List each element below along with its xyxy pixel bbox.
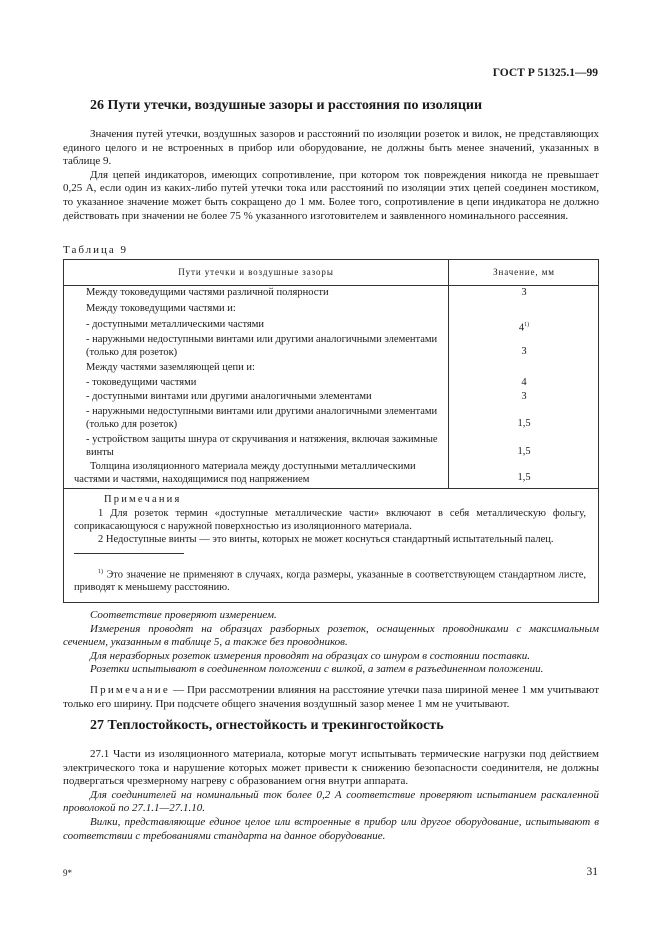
column-header-value: Значение, мм: [493, 267, 555, 277]
verification-line: Соответствие проверяют измерением.: [90, 609, 277, 621]
value-text: 4: [518, 322, 525, 334]
verification-block: [63, 609, 599, 677]
table-row-value: 1,5: [517, 418, 531, 429]
section-27-title: 27 Теплостойкость, огнестойкость и трекингостойкость: [90, 718, 444, 733]
paragraph: Для соединителей на номинальный ток более 0,2 А соответствие проверяют испытанием раскаленной проволокой по 27.1.1—27.1.10.: [63, 788, 599, 815]
table-row-value: 1,5: [517, 472, 531, 483]
footnote-text: Это значение не применяют в случаях, когда размеры, указанные в соответствующем стандартном листе, приводят к меньшему расстоянию.: [74, 569, 587, 594]
footnote-mark: 1): [98, 569, 103, 575]
table-row-label: Между частями заземляющей цепи и:: [86, 362, 255, 373]
remark-label: Примечание: [90, 684, 170, 696]
footnote: [74, 566, 586, 595]
section-27-body: [63, 748, 599, 843]
verification-line: Измерения проводят на образцах разборных розеток, оснащенных проводниками с максимальным сечением, указанным в таблице 5, а также без проводников.: [63, 622, 599, 649]
table-row-label: Толщина изоляционного материала между доступными металлическими частями и частями, находящимися под напряжением: [74, 461, 416, 485]
table-row-label: Между токоведущими частями и:: [86, 303, 236, 314]
sheet-mark: 9*: [63, 868, 72, 878]
table-row-label: - доступными винтами или другими аналогичными элементами: [86, 391, 372, 402]
notes-divider: [64, 488, 598, 489]
table-row-value: 4: [521, 377, 527, 388]
note-1: 1 Для розеток термин «доступные металлические части» включают в себя металлическую фольгу, соприкасающуюся с наружной поверхностью из изоляционного материала.: [74, 508, 586, 532]
table-header: [64, 260, 598, 286]
table-row-label: - токоведущими частями: [86, 377, 197, 388]
section-26-body: [63, 128, 599, 223]
remark-block: [63, 684, 599, 711]
table-row-label: - доступными металлическими частями: [86, 319, 265, 330]
paragraph: Вилки, представляющие единое целое или встроенные в прибор или другое оборудование, испытывают в соответствии с требованиями стандарта на данное оборудование.: [63, 815, 599, 842]
table-row-label: - наружными недоступными винтами или другими аналогичными элементами (только для розеток): [86, 334, 438, 358]
verification-line: Розетки испытывают в соединенном положении с вилкой, а затем в разъединенном положении.: [90, 663, 544, 676]
table-row-value: 3: [521, 391, 527, 402]
footnote-ref: 1): [524, 322, 530, 328]
table-row-label: - наружными недоступными винтами или другими аналогичными элементами (только для розеток): [86, 406, 438, 430]
remark: [63, 684, 599, 711]
column-header-paths: Пути утечки и воздушные зазоры: [178, 267, 334, 277]
table-row-value: 1,5: [517, 446, 531, 457]
footnote-divider: [74, 553, 184, 554]
table-row-value: [449, 319, 599, 335]
page-number: 31: [586, 866, 598, 878]
table-caption: Таблица 9: [63, 244, 129, 256]
paragraph: Для цепей индикаторов, имеющих сопротивление, при котором ток повреждения никогда не превышает 0,25 А, если один из каких-либо путей утечки тока или расстояний по изоляции этих цепей соединен мостиком, то указанное значение может быть сокращено до 1 мм. Более того, сопротивление в цепи индикатора не должно действовать при значении не более 75 % указанного изготовителем и заявленного номинального рассеяния.: [63, 168, 599, 222]
paragraph: Значения путей утечки, воздушных зазоров и расстояний по изоляции розеток и вилок, не представляющих единого целого и не встроенных в прибор или оборудование, не должны быть менее значений, указанных в таблице 9.: [63, 128, 599, 168]
table-row-label: Между токоведущими частями различной полярности: [86, 287, 329, 298]
table-row-value: 3: [521, 346, 527, 357]
section-26-title: 26 Пути утечки, воздушные зазоры и расстояния по изоляции: [90, 98, 483, 113]
standard-code: ГОСТ Р 51325.1—99: [492, 67, 598, 79]
remark-text: — При рассмотрении влияния на расстояние утечки паза шириной менее 1 мм учитывают только его ширину. При подсчете общего значения воздушный зазор менее 1 мм не учитывают.: [63, 684, 599, 710]
verification-line: Для неразборных розеток измерения проводят на образцах со шнуром в состоянии поставки.: [90, 649, 531, 662]
note-2: 2 Недоступные винты — это винты, которых не может коснуться стандартный испытательный палец.: [98, 534, 554, 545]
paragraph: 27.1 Части из изоляционного материала, которые могут испытывать термические нагрузки под действием электрического тока и нарушение которых может привести к снижению безопасности соединителя, не должны подвергаться чрезмерному нагреву с образованием огня внутри аппарата.: [63, 748, 599, 788]
table-row-label: - устройством защиты шнура от скручивания и натяжения, включая зажимные винты: [86, 434, 438, 458]
table-9: [63, 259, 599, 603]
notes-title: Примечания: [104, 494, 182, 505]
table-row-value: 3: [521, 287, 527, 298]
